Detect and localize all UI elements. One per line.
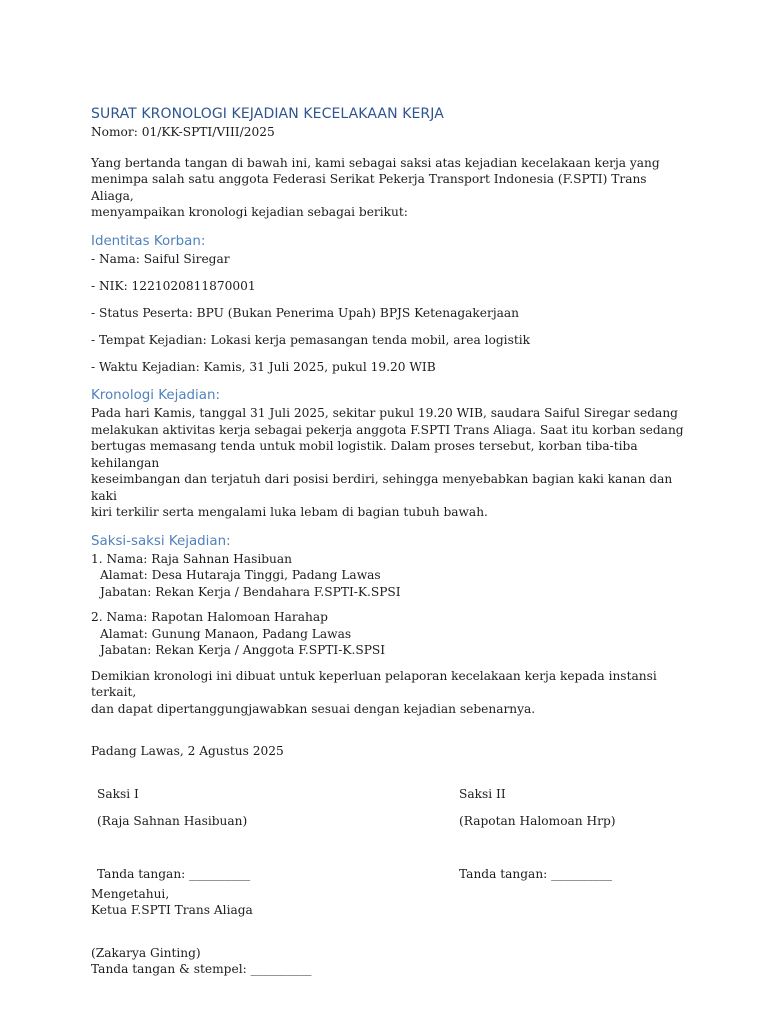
chairman-title: Ketua F.SPTI Trans Aliaga: [91, 903, 253, 917]
closing-line: Demikian kronologi ini dibuat untuk keperluan pelaporan kecelakaan kerja kepada instansi terkait,: [91, 668, 657, 699]
intro-line: menimpa salah satu anggota Federasi Serikat Pekerja Transport Indonesia (F.SPTI) Trans Aliaga,: [91, 172, 647, 203]
identitas-heading: Identitas Korban:: [91, 233, 206, 249]
document-number: Nomor: 01/KK-SPTI/VIII/2025: [91, 125, 275, 139]
intro-paragraph: [91, 155, 691, 221]
identitas-item: - Waktu Kejadian: Kamis, 31 Juli 2025, pukul 19.20 WIB: [91, 359, 436, 374]
witness-position: Jabatan: Rekan Kerja / Bendahara F.SPTI-K.SPSI: [100, 584, 401, 599]
kronologi-line: keseimbangan dan terjatuh dari posisi berdiri, sehingga menyebabkan bagian kaki kanan dan kaki: [91, 472, 673, 503]
signature-name: (Rapotan Halomoan Hrp): [459, 813, 616, 828]
witness-address: Alamat: Desa Hutaraja Tinggi, Padang Lawas: [100, 568, 381, 582]
kronologi-heading: Kronologi Kejadian:: [91, 388, 220, 403]
signature-section: [91, 786, 691, 886]
saksi-heading: Saksi-saksi Kejadian:: [91, 533, 231, 549]
signature-block-witness-2: [459, 786, 719, 883]
chairman-signature-line: Tanda tangan & stempel: __________: [91, 962, 312, 976]
signature-block-witness-1: [97, 786, 357, 883]
identitas-item: - Tempat Kejadian: Lokasi kerja pemasangan tenda mobil, area logistik: [91, 332, 531, 347]
signature-role: Saksi II: [459, 786, 506, 801]
place-date: Padang Lawas, 2 Agustus 2025: [91, 744, 284, 758]
intro-line: menyampaikan kronologi kejadian sebagai berikut:: [91, 205, 408, 219]
witness-entry: [91, 609, 691, 659]
chairman-name: (Zakarya Ginting): [91, 945, 201, 960]
kronologi-paragraph: [91, 405, 691, 521]
kronologi-line: bertugas memasang tenda untuk mobil logistik. Dalam proses tersebut, korban tiba-tiba kehilangan: [91, 439, 638, 470]
signature-role: Saksi I: [97, 786, 139, 801]
acknowledged-label: Mengetahui,: [91, 886, 170, 901]
witness-address: Alamat: Gunung Manaon, Padang Lawas: [100, 626, 352, 641]
kronologi-line: melakukan aktivitas kerja sebagai pekerja anggota F.SPTI Trans Aliaga. Saat itu korban sedang: [91, 422, 684, 437]
acknowledgement-block: [91, 886, 691, 978]
kronologi-line: Pada hari Kamis, tanggal 31 Juli 2025, sekitar pukul 19.20 WIB, saudara Saiful Siregar sedang: [91, 406, 678, 420]
signature-line: Tanda tangan: __________: [459, 867, 613, 881]
signature-line: Tanda tangan: __________: [97, 867, 251, 881]
kronologi-line: kiri terkilir serta mengalami luka lebam di bagian tubuh bawah.: [91, 505, 488, 519]
identitas-list: [91, 251, 691, 376]
witness-name: 2. Nama: Rapotan Halomoan Harahap: [91, 610, 328, 624]
closing-line: dan dapat dipertanggungjawabkan sesuai dengan kejadian sebenarnya.: [91, 701, 536, 716]
identitas-item: - NIK: 1221020811870001: [91, 278, 256, 293]
document-title: SURAT KRONOLOGI KEJADIAN KECELAKAAN KERJA: [91, 106, 444, 122]
document-page: [91, 104, 691, 978]
witness-entry: [91, 551, 691, 601]
intro-line: Yang bertanda tangan di bawah ini, kami sebagai saksi atas kejadian kecelakaan kerja yang: [91, 155, 660, 170]
identitas-item: - Status Peserta: BPU (Bukan Penerima Upah) BPJS Ketenagakerjaan: [91, 305, 520, 320]
witness-name: 1. Nama: Raja Sahnan Hasibuan: [91, 551, 292, 566]
witness-position: Jabatan: Rekan Kerja / Anggota F.SPTI-K.SPSI: [100, 643, 386, 657]
closing-paragraph: [91, 668, 691, 718]
signature-name: (Raja Sahnan Hasibuan): [97, 813, 248, 828]
identitas-item: - Nama: Saiful Siregar: [91, 251, 230, 266]
